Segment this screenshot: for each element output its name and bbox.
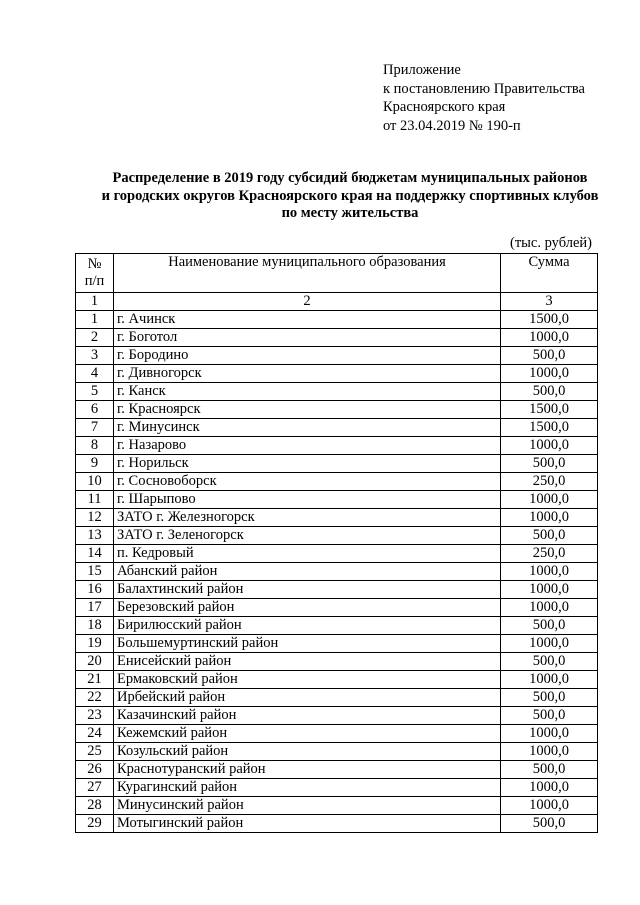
municipality-name: Березовский район [114,599,501,617]
row-number: 21 [76,671,114,689]
row-number: 6 [76,401,114,419]
subsidy-amount: 1000,0 [501,581,598,599]
table-row [76,725,598,743]
table-row [76,599,598,617]
municipality-name: г. Дивногорск [114,365,501,383]
appendix-line: Приложение [383,62,461,78]
row-number: 10 [76,473,114,491]
title-line: Распределение в 2019 году субсидий бюджетам муниципальных районов [112,170,588,186]
row-number: 19 [76,635,114,653]
table-row [76,455,598,473]
column-index: 1 [76,293,114,311]
municipality-name: г. Минусинск [114,419,501,437]
table-row [76,635,598,653]
table-row [76,689,598,707]
municipality-name: ЗАТО г. Зеленогорск [114,527,501,545]
subsidy-amount: 1000,0 [501,491,598,509]
table-row [76,437,598,455]
column-index: 3 [501,293,598,311]
subsidy-amount: 500,0 [501,689,598,707]
header-sum: Сумма [501,254,598,293]
subsidy-amount: 1000,0 [501,599,598,617]
row-number: 4 [76,365,114,383]
municipality-name: г. Норильск [114,455,501,473]
row-number: 18 [76,617,114,635]
row-number: 28 [76,797,114,815]
table-row [76,707,598,725]
municipality-name: г. Бородино [114,347,501,365]
row-number: 20 [76,653,114,671]
subsidy-amount: 500,0 [501,347,598,365]
subsidy-amount: 250,0 [501,473,598,491]
row-number: 8 [76,437,114,455]
table-row [76,797,598,815]
table-row [76,473,598,491]
row-number: 15 [76,563,114,581]
column-index-row [76,293,598,311]
subsidy-table [75,253,598,833]
row-number: 3 [76,347,114,365]
table-header-row [76,254,598,293]
table-row [76,527,598,545]
municipality-name: г. Канск [114,383,501,401]
row-number: 17 [76,599,114,617]
subsidy-amount: 1000,0 [501,509,598,527]
title-line: и городских округов Красноярского края на поддержку спортивных клубов [101,187,599,204]
column-index: 2 [114,293,501,311]
table-row [76,509,598,527]
table-row [76,671,598,689]
municipality-name: Большемуртинский район [114,635,501,653]
municipality-name: г. Красноярск [114,401,501,419]
appendix-block [383,61,585,135]
row-number: 9 [76,455,114,473]
table-row [76,779,598,797]
header-number: № п/п [76,254,114,293]
subsidy-amount: 1000,0 [501,365,598,383]
municipality-name: Ермаковский район [114,671,501,689]
row-number: 27 [76,779,114,797]
municipality-name: Абанский район [114,563,501,581]
table-row [76,365,598,383]
municipality-name: Казачинский район [114,707,501,725]
subsidy-amount: 1000,0 [501,437,598,455]
subsidy-amount: 500,0 [501,455,598,473]
table-row [76,401,598,419]
row-number: 1 [76,311,114,329]
municipality-name: Балахтинский район [114,581,501,599]
table-row [76,563,598,581]
subsidy-amount: 1000,0 [501,779,598,797]
table-row [76,743,598,761]
row-number: 13 [76,527,114,545]
row-number: 16 [76,581,114,599]
municipality-name: Ирбейский район [114,689,501,707]
subsidy-amount: 1500,0 [501,401,598,419]
table-row [76,329,598,347]
row-number: 29 [76,815,114,833]
municipality-name: Бирилюсский район [114,617,501,635]
appendix-date: от 23.04.2019 № 190-п [383,117,521,134]
subsidy-amount: 1000,0 [501,797,598,815]
subsidy-amount: 1500,0 [501,311,598,329]
subsidy-amount: 1000,0 [501,563,598,581]
subsidy-amount: 1000,0 [501,725,598,743]
row-number: 12 [76,509,114,527]
subsidy-amount: 250,0 [501,545,598,563]
table-row [76,653,598,671]
municipality-name: Мотыгинский район [114,815,501,833]
municipality-name: г. Ачинск [114,311,501,329]
row-number: 2 [76,329,114,347]
municipality-name: Кежемский район [114,725,501,743]
table-row [76,545,598,563]
unit-label: (тыс. рублей) [510,235,592,251]
municipality-name: г. Назарово [114,437,501,455]
subsidy-amount: 1000,0 [501,329,598,347]
subsidy-amount: 1000,0 [501,635,598,653]
header-name: Наименование муниципального образования [114,254,501,293]
municipality-name: Козульский район [114,743,501,761]
subsidy-amount: 500,0 [501,527,598,545]
municipality-name: Минусинский район [114,797,501,815]
row-number: 11 [76,491,114,509]
subsidy-amount: 1000,0 [501,671,598,689]
subsidy-amount: 500,0 [501,761,598,779]
table-row [76,617,598,635]
appendix-line: к постановлению Правительства [383,80,585,97]
row-number: 25 [76,743,114,761]
row-number: 23 [76,707,114,725]
table-row [76,383,598,401]
subsidy-amount: 500,0 [501,707,598,725]
document-title [60,170,640,223]
municipality-name: г. Сосновоборск [114,473,501,491]
row-number: 7 [76,419,114,437]
appendix-line: Красноярского края [383,99,506,115]
municipality-name: Краснотуранский район [114,761,501,779]
subsidy-amount: 500,0 [501,383,598,401]
row-number: 5 [76,383,114,401]
subsidy-amount: 500,0 [501,653,598,671]
municipality-name: Енисейский район [114,653,501,671]
table-row [76,347,598,365]
municipality-name: п. Кедровый [114,545,501,563]
subsidy-amount: 1000,0 [501,743,598,761]
row-number: 14 [76,545,114,563]
table-row [76,581,598,599]
subsidy-amount: 500,0 [501,617,598,635]
municipality-name: ЗАТО г. Железногорск [114,509,501,527]
table-row [76,419,598,437]
municipality-name: Курагинский район [114,779,501,797]
row-number: 24 [76,725,114,743]
title-line: по месту жительства [281,205,419,221]
table-row [76,311,598,329]
municipality-name: г. Боготол [114,329,501,347]
table-row [76,491,598,509]
table-row [76,761,598,779]
municipality-name: г. Шарыпово [114,491,501,509]
table-row [76,815,598,833]
subsidy-amount: 500,0 [501,815,598,833]
row-number: 26 [76,761,114,779]
subsidy-amount: 1500,0 [501,419,598,437]
row-number: 22 [76,689,114,707]
